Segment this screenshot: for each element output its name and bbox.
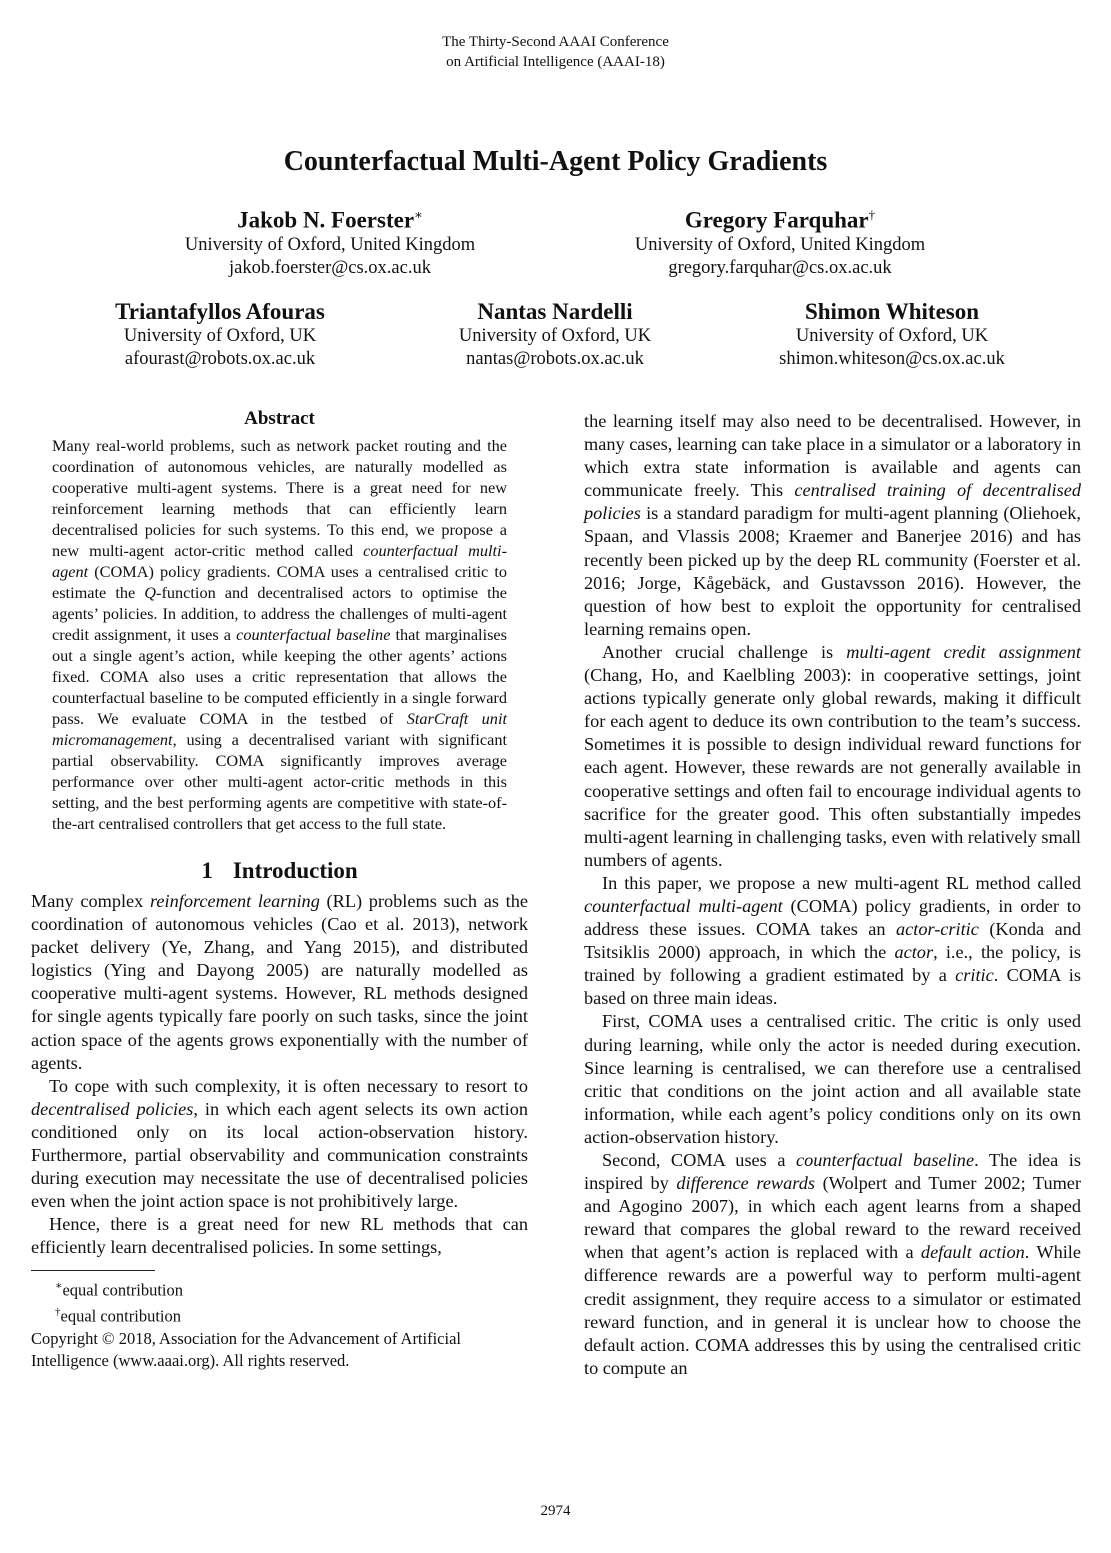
author-block-3 [70, 298, 370, 371]
author-mark: ∗ [414, 207, 423, 222]
paragraph: Hence, there is a great need for new RL methods that can efficiently learn decentralised policies. In some settings, [31, 1214, 528, 1258]
left-column [31, 405, 528, 1372]
footnote-1: ∗equal contribution [55, 1279, 183, 1299]
author-affiliation: University of Oxford, UK [123, 326, 317, 346]
paper-title: Counterfactual Multi-Agent Policy Gradients [283, 146, 828, 177]
author-affiliation: University of Oxford, UK [795, 326, 989, 346]
page-number: 2974 [540, 1503, 571, 1519]
section-heading-introduction [31, 856, 528, 886]
author-name: Gregory Farquhar [684, 207, 869, 233]
footnote-2: †equal contribution [55, 1306, 182, 1326]
author-affiliation: University of Oxford, United Kingdom [184, 234, 476, 255]
author-name: Triantafyllos Afouras [115, 299, 325, 324]
author-email: jakob.foerster@cs.ox.ac.uk [229, 257, 431, 278]
author-block-4 [405, 298, 705, 371]
footnote-rule [31, 1270, 155, 1271]
paragraph: Second, COMA uses a counterfactual baseline. The idea is inspired by difference rewards (Wolpert and Tumer 2002; Tumer and Agogino 2007), in which each agent learns from a shaped reward that compares the global reward to the reward received when that agent’s action is replaced with a default action. While difference rewards are a powerful way to perform multi-agent credit assignment, they require access to a simulator or estimated reward function, and in general it is unclear how to choose the default action. COMA addresses this by using the centralised critic to compute an [584, 1150, 1082, 1378]
author-name: Shimon Whiteson [804, 299, 980, 324]
author-block-1 [130, 201, 530, 280]
copyright-notice: Copyright © 2018, Association for the Advancement of Artificial Intelligence (www.aaai.org). All rights reserved. [31, 1328, 461, 1370]
section-number: 1 [201, 858, 213, 883]
author-email: gregory.farquhar@cs.ox.ac.uk [668, 257, 892, 278]
right-column [584, 410, 1081, 1380]
abstract-text: Many real-world problems, such as network packet routing and the coordination of autonomous vehicles, are naturally modelled as cooperative multi-agent systems. There is a great need for new reinforcement learning methods that can efficiently learn decentralised policies for such systems. To this end, we propose a new multi-agent actor-critic method called counterfactual multi-agent (COMA) policy gradients. COMA uses a centralised critic to estimate the Q-function and decentralised actors to optimise the agents’ policies. In addition, to address the challenges of multi-agent credit assignment, it uses a counterfactual baseline that marginalises out a single agent’s action, while keeping the other agents’ actions fixed. COMA also uses a critic representation that allows the counterfactual baseline to be computed efficiently in a single forward pass. We evaluate COMA in the testbed of StarCraft unit micromanagement, using a decentralised variant with significant partial observability. COMA significantly improves average performance over other multi-agent actor-critic methods in this setting, and the best performing agents are competitive with state-of-the-art centralised controllers that get access to the full state. [52, 436, 508, 833]
author-affiliation: University of Oxford, UK [458, 326, 652, 346]
paragraph: First, COMA uses a centralised critic. The critic is only used during learning, while only the actor is needed during execution. Since learning is centralised, we can therefore use a centralised critic that conditions on the joint action and all available state information, while each agent’s policy conditions only on its own action-observation history. [584, 1011, 1081, 1147]
conference-line-1: The Thirty-Second AAAI Conference [442, 34, 669, 50]
paragraph: Many complex reinforcement learning (RL) problems such as the coordination of autonomous vehicles (Cao et al. 2013), network packet delivery (Ye, Zhang, and Yang 2015), and distributed logistics (Ying and Dayong 2005) are naturally modelled as cooperative multi-agent systems. However, RL methods designed for single agents typically fare poorly on such tasks, since the joint action space of the agents grows exponentially with the number of agents. [31, 891, 528, 1073]
author-block-5 [742, 298, 1042, 371]
paragraph: the learning itself may also need to be decentralised. However, in many cases, learning can take place in a simulator or a laboratory in which extra state information is available and agents can communicate freely. This centralised training of decentralised policies is a standard paradigm for multi-agent planning (Oliehoek, Spaan, and Vlassis 2008; Kraemer and Banerjee 2016) and has recently been picked up by the deep RL community (Foerster et al. 2016; Jorge, Kågebäck, and Gustavsson 2016). However, the question of how best to exploit the opportunity for centralised learning remains open. [584, 411, 1081, 639]
paragraph: Another crucial challenge is multi-agent credit assignment (Chang, Ho, and Kaelbling 2003): in cooperative settings, joint actions typically generate only global rewards, making it difficult for each agent to deduce its own contribution to the team’s success. Sometimes it is possible to design individual reward functions for each agent. However, these rewards are not generally available in cooperative settings and often fail to encourage individual agents to sacrifice for the greater good. This often substantially impedes multi-agent learning in challenging tasks, even with relatively small numbers of agents. [584, 641, 1082, 870]
paragraph: In this paper, we propose a new multi-agent RL method called counterfactual multi-agent (COMA) policy gradients, in order to address these issues. COMA takes an actor-critic (Konda and Tsitsiklis 2000) approach, in which the actor, i.e., the policy, is trained by following a gradient estimated by a critic. COMA is based on three main ideas. [584, 872, 1081, 1009]
author-affiliation: University of Oxford, United Kingdom [634, 234, 926, 255]
author-email: shimon.whiteson@cs.ox.ac.uk [779, 349, 1005, 369]
author-email: nantas@robots.ox.ac.uk [466, 349, 644, 369]
conference-line-2: on Artificial Intelligence (AAAI-18) [446, 54, 665, 70]
paragraph: To cope with such complexity, it is often necessary to resort to decentralised policies, in which each agent selects its own action conditioned only on its local action-observation history. Furthermore, partial observability and communication constraints during execution may necessitate the use of decentralised policies even when the joint action space is not prohibitively large. [31, 1075, 528, 1212]
author-email: afourast@robots.ox.ac.uk [124, 349, 316, 369]
author-name: Nantas Nardelli [477, 299, 633, 324]
author-name: Jakob N. Foerster [237, 207, 415, 233]
author-block-2 [580, 201, 980, 280]
abstract-heading: Abstract [244, 408, 315, 429]
conference-header [0, 32, 1111, 72]
author-mark: † [868, 207, 876, 222]
section-title: Introduction [232, 858, 358, 883]
